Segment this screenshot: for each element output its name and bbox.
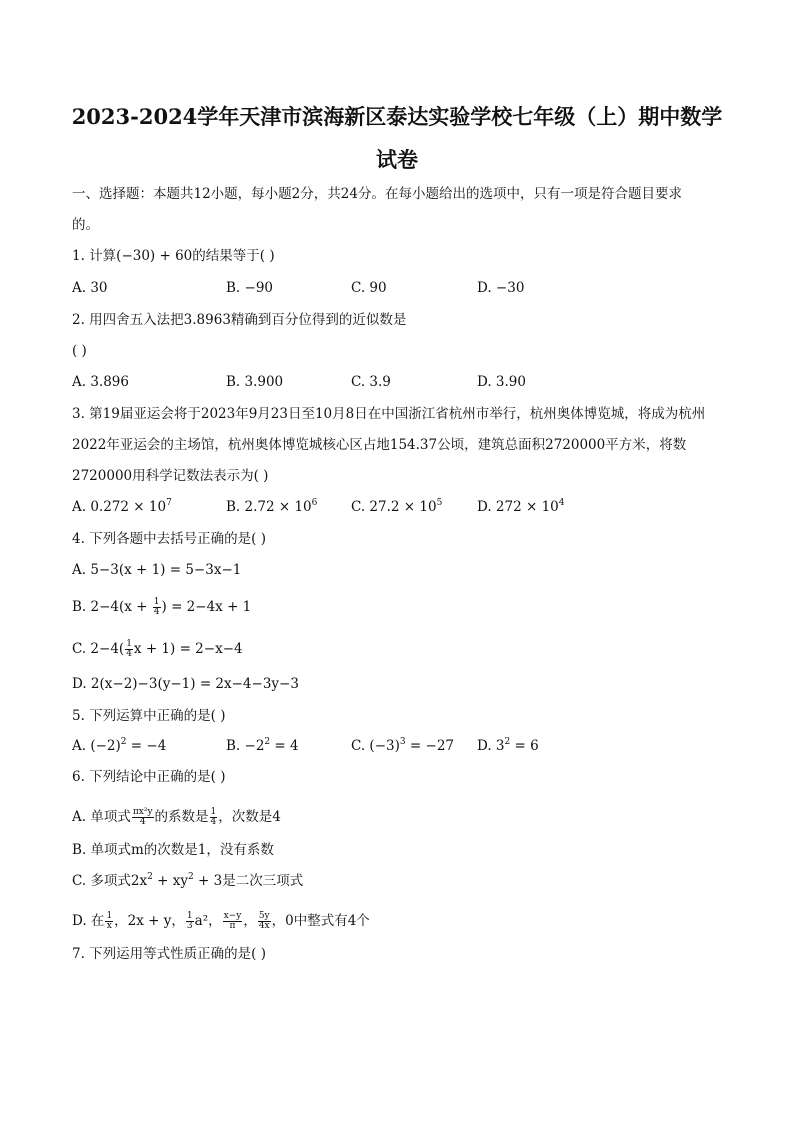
fraction: $\frac{1}{x}$ (106, 911, 113, 931)
q4-option-a: A. 5−3(x + 1) = 5−3x−1 (72, 562, 242, 578)
q3-option-d: D. $272 \times 10^4$ (477, 498, 565, 515)
q5-option-d: D. $3^2 = 6$ (477, 737, 539, 754)
q3-option-c: C. $27.2 \times 10^5$ (351, 498, 443, 515)
fraction: $\frac{x-y}{\pi}$ (223, 911, 242, 931)
fraction: $\frac{1}{3}$ (186, 911, 193, 931)
fraction: $\frac{5y}{4x}$ (258, 911, 270, 931)
fraction: $\frac{1}{4}$ (126, 639, 132, 659)
q3-option-a: A. $0.272 \times 10^7$ (72, 498, 172, 515)
q1-option-b: B. −90 (226, 280, 273, 296)
q7-stem: 7. 下列运用等式性质正确的是( ) (72, 946, 266, 962)
q1-option-a: A. 30 (72, 280, 108, 296)
q6-option-d: D. 在 $\frac{1}{x}$ ，2x + y， $\frac{1}{3}$ a²， $\frac{x-y}{\pi}$ ， $\frac{5y}{4x}$ ，0中整式有4个 (72, 911, 370, 931)
section1-instruction-cont: 的。 (72, 217, 99, 233)
fraction: $\frac{\text{πx²y}}{4}$ (132, 807, 153, 827)
q2-option-c: C. 3.9 (351, 374, 391, 390)
q5-option-a: A. $(-2)^2 = -4$ (72, 737, 167, 754)
q6-option-b: B. 单项式m的次数是1，没有系数 (72, 842, 274, 858)
section1-instruction: 一、选择题：本题共12小题，每小题2分，共24分。在每小题给出的选项中，只有一项是符合题目要求 (72, 186, 682, 202)
q4-option-c: C. 2−4( $\frac{1}{4}$ x + 1) = 2−x−4 (72, 639, 243, 659)
q1-stem: 1. 计算(−30) + 60的结果等于( ) (72, 248, 275, 264)
q4-option-b: B. 2−4(x + $\frac{1}{4}$ ) = 2−4x + 1 (72, 597, 252, 617)
q4-stem: 4. 下列各题中去括号正确的是( ) (72, 531, 266, 547)
q3-option-b: B. $2.72 \times 10^6$ (226, 498, 318, 515)
q6-option-a: A. 单项式 $\frac{\text{πx²y}}{4}$ 的系数是 $\frac{1}{4}$ ，次数是4 (72, 807, 281, 827)
q3-stem-line3: 2720000用科学记数法表示为( ) (72, 468, 269, 484)
fraction: $\frac{1}{4}$ (210, 807, 217, 827)
q5-option-c: C. $(-3)^3 = -27$ (351, 737, 454, 754)
exam-title-line2: 试卷 (376, 147, 418, 172)
q5-stem: 5. 下列运算中正确的是( ) (72, 708, 226, 724)
q1-option-c: C. 90 (351, 280, 387, 296)
q2-option-a: A. 3.896 (72, 374, 129, 390)
q3-stem-line1: 3. 第19届亚运会将于2023年9月23日至10月8日在中国浙江省杭州市举行，杭州奥体博览城，将成为杭州 (72, 406, 706, 422)
q4-option-d: D. 2(x−2)−3(y−1) = 2x−4−3y−3 (72, 676, 299, 692)
fraction: $\frac{1}{4}$ (153, 597, 160, 617)
q1-option-d: D. −30 (477, 280, 525, 296)
q3-stem-line2: 2022年亚运会的主场馆，杭州奥体博览城核心区占地154.37公顷，建筑总面积2720000平方米，将数 (72, 437, 687, 453)
q2-paren: ( ) (72, 343, 87, 359)
q6-stem: 6. 下列结论中正确的是( ) (72, 769, 226, 785)
q6-option-c: C. 多项式$2x^2 + xy^2 + 3$是二次三项式 (72, 872, 304, 889)
q2-option-b: B. 3.900 (226, 374, 284, 390)
q2-option-d: D. 3.90 (477, 374, 526, 390)
exam-title-line1: 2023-2024学年天津市滨海新区泰达实验学校七年级（上）期中数学 (71, 104, 723, 129)
q2-stem: 2. 用四舍五入法把3.8963精确到百分位得到的近似数是 (72, 312, 407, 328)
q5-option-b: B. $-2^2 = 4$ (226, 737, 299, 754)
